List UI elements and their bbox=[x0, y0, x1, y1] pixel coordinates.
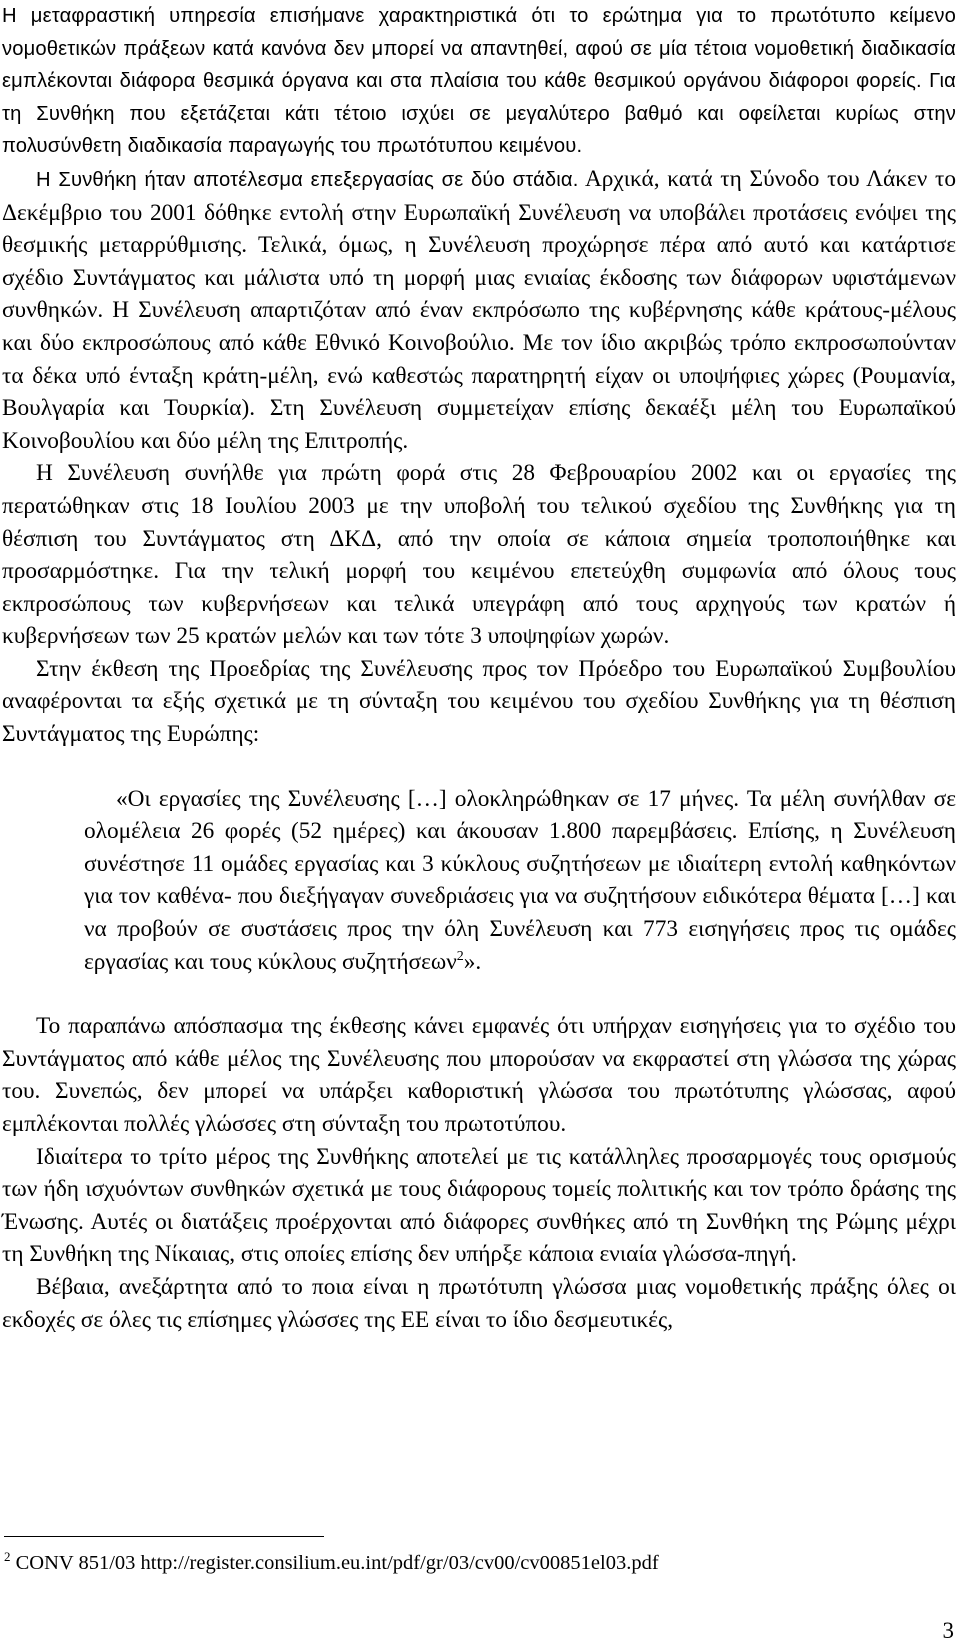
paragraph-treaty-stages bbox=[2, 163, 956, 457]
footnote-number: 2 bbox=[4, 1549, 11, 1565]
body-text bbox=[2, 0, 956, 1336]
paragraph-binding-versions: Βέβαια, ανεξάρτητα από το ποια είναι η πρωτότυπη γλώσσα μιας νομοθετικής πράξης όλες οι εκδοχές σε όλες τις επίσημες γλώσσες της ΕΕ είναι το ίδιο δεσμευτικές, bbox=[2, 1273, 956, 1333]
paragraph-treaty-stages-body: Αρχικά, κατά τη Σύνοδο του Λάκεν το Δεκέμβριο του 2001 δόθηκε εντολή στην Ευρωπαϊκή Συνέλευση να υποβάλει προτάσεις ενόψει της θεσμικής μεταρρύθμισης. Τελικά, όμως, η Συνέλευση προχώρησε πέρα από αυτό και κατάρτισε σχέδιο Συντάγματος και μάλιστα υπό τη μορφή μιας ενιαίας έκδοσης των διάφορων υφιστάμενων συνθηκών. Η Συνέλευση απαρτιζόταν από έναν εκπρόσωπο της κυβέρνησης κάθε κράτους-μέλους και δύο εκπροσώπους από κάθε Εθνικό Κοινοβούλιο. Με τον ίδιο ακριβώς τρόπο εκπροσωπούνταν τα δέκα υπό ένταξη κράτη-μέλη, ενώ καθεστώς παρατηρητή είχαν οι υποψήφιες χώρες (Ρουμανία, Βουλγαρία και Τουρκία). Στη Συνέλευση συμμετείχαν επίσης δεκαέξι μέλη του Ευρωπαϊκού Κοινοβουλίου και δύο μέλη της Επιτροπής. bbox=[2, 165, 957, 454]
paragraph-treaty-stages-intro: Η Συνθήκη ήταν αποτέλεσμα επεξεργασίας σε δύο στάδια. bbox=[36, 168, 579, 191]
footnote bbox=[4, 1550, 944, 1576]
paragraph-convention-sessions: Η Συνέλευση συνήλθε για πρώτη φορά στις 28 Φεβρουαρίου 2002 και οι εργασίες της περατώθηκαν στις 18 Ιουλίου 2003 με την υποβολή του τελικού σχεδίου της Συνθήκης για τη θέσπιση του Συντάγματος στη ΔΚΔ, από την οποία σε κάποια σημεία τροποποιήθηκε και προσαρμόστηκε. Για την τελική μορφή του κειμένου επετεύχθη συμφωνία από όλους τους εκπροσώπους των κυβερνήσεων και τελικά υπεγράφη από τους αρχηγούς των κρατών ή κυβερνήσεων των 25 κρατών μελών και των τότε 3 υποψηφίων χωρών. bbox=[2, 460, 956, 650]
paragraph-excerpt-analysis: Το παραπάνω απόσπασμα της έκθεσης κάνει εμφανές ότι υπήρχαν εισηγήσεις για το σχέδιο του Συντάγματος από κάθε μέλος της Συνέλευσης που μπορούσαν να εκφραστεί στη γλώσσα της χώρας του. Συνεπώς, δεν μπορεί να υπάρξει καθοριστική γλώσσα του πρωτότυπης γλώσσας, αφού εμπλέκονται πολλές γλώσσες στη σύνταξη του πρωτοτύπου. bbox=[2, 1013, 956, 1137]
page-number: 3 bbox=[942, 1618, 954, 1643]
block-quote-text: «Οι εργασίες της Συνέλευσης […] ολοκληρώθηκαν σε 17 μήνες. Τα μέλη συνήλθαν σε ολομέλεια 26 φορές (52 ημέρες) και άκουσαν 1.800 παρεμβάσεις. Επίσης, η Συνέλευση συνέστησε 11 ομάδες εργασίας και 3 κύκλους συζητήσεων με ιδιαίτερη εντολή καθηκόντων για τον καθένα- που διεξήγαγαν συνεδριάσεις για να συζητήσουν ειδικότερα θέματα […] και να προβούν σε συστάσεις προς την όλη Συνέλευση και 773 εισηγήσεις προς τις ομάδες εργασίας και τους κύκλους συζητήσεων bbox=[84, 785, 956, 975]
block-quote bbox=[2, 783, 956, 979]
paragraph-third-part: Ιδιαίτερα το τρίτο μέρος της Συνθήκης αποτελεί με τις κατάλληλες προσαρμογές τους ορισμούς των ήδη ισχυόντων συνθηκών σχετικά με τους διάφορους τομείς πολιτικής και τον τρόπο δράσης της Ένωσης. Αυτές οι διατάξεις προέρχονται από διάφορες συνθήκες από τη Συνθήκη της Ρώμης μέχρι τη Συνθήκη της Νίκαιας, στις οποίες επίσης δεν υπήρξε κάποια ενιαία γλώσσα-πηγή. bbox=[2, 1143, 956, 1268]
footnote-separator bbox=[4, 1536, 324, 1537]
footnote-text: CONV 851/03 http://register.consilium.eu.int/pdf/gr/03/cv00/cv00851el03.pdf bbox=[10, 1552, 659, 1574]
footnote-reference: 2 bbox=[456, 948, 464, 964]
block-quote-end: ». bbox=[463, 948, 482, 975]
paragraph-translation-service: Η μεταφραστική υπηρεσία επισήμανε χαρακτηριστικά ότι το ερώτημα για το πρωτότυπο κείμενο νομοθετικών πράξεων κατά κανόνα δεν μπορεί να απαντηθεί, αφού σε μία τέτοια νομοθετική διαδικασία εμπλέκονται διάφορα θεσμικά όργανα και στα πλαίσια του κάθε θεσμικού οργάνου διάφοροι φορείς. Για τη Συνθήκη που εξετάζεται κάτι τέτοιο ισχύει σε μεγαλύτερο βαθμό και οφείλεται κυρίως στην πολυσύνθετη διαδικασία παραγωγής του πρωτότυπου κειμένου. bbox=[2, 5, 956, 158]
paragraph-presidency-report: Στην έκθεση της Προεδρίας της Συνέλευσης προς τον Πρόεδρο του Ευρωπαϊκού Συμβουλίου αναφέρονται τα εξής σχετικά με τη σύνταξη του κειμένου του σχεδίου Συνθήκης για τη θέσπιση Συντάγματος της Ευρώπης: bbox=[2, 655, 956, 748]
